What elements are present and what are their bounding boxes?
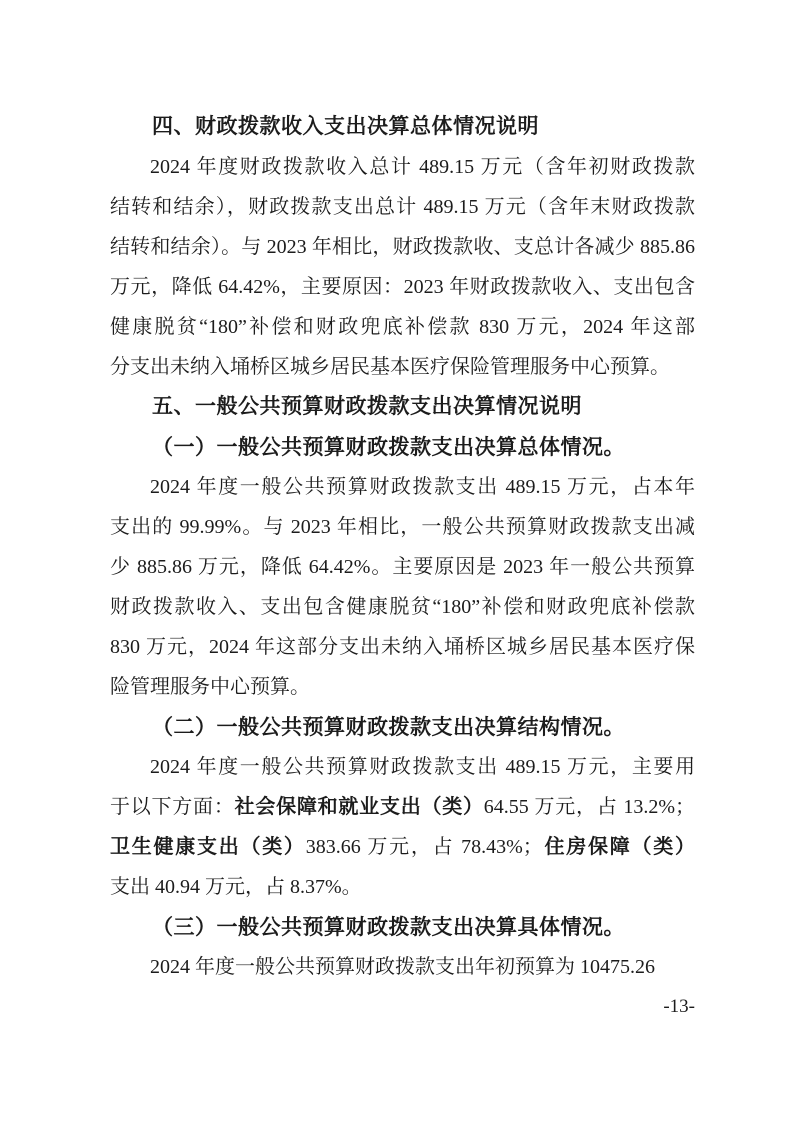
subsection-heading-2: （二）一般公共预算财政拨款支出决算结构情况。	[152, 715, 625, 739]
text-segment: 383.66 万元，占 78.43%；	[305, 836, 543, 858]
bold-term-housing: 住房保障（类）	[542, 836, 696, 858]
bold-term-social-security: 社会保障和就业支出（类）	[234, 796, 484, 818]
text-line: 结转和结余），财政拨款支出总计 489.15 万元（含年末财政拨款	[110, 196, 695, 218]
text-line: 财政拨款收入、支出包含健康脱贫“180”补偿和财政兜底补偿款	[110, 596, 695, 618]
text-line: 结转和结余）。与 2023 年相比，财政拨款收、支总计各减少 885.86	[110, 236, 695, 258]
page-number: -13-	[663, 996, 695, 1017]
text-line	[110, 827, 695, 867]
paragraph-fiscal-appropriation-overview	[110, 147, 695, 387]
text-line: 2024 年度财政拨款收入总计 489.15 万元（含年初财政拨款	[150, 156, 695, 178]
paragraph-specific-expenditure	[110, 947, 695, 987]
subsection-heading-1: （一）一般公共预算财政拨款支出决算总体情况。	[152, 435, 625, 459]
section-heading-4: 四、财政拨款收入支出决算总体情况说明	[152, 115, 539, 138]
section-heading-5: 五、一般公共预算财政拨款支出决算情况说明	[152, 395, 582, 418]
text-line: 万元，降低 64.42%，主要原因：2023 年财政拨款收入、支出包含	[110, 276, 695, 298]
paragraph-general-budget-overall	[110, 467, 695, 707]
text-line: 支出 40.94 万元，占 8.37%。	[110, 876, 362, 898]
paragraph-expenditure-structure	[110, 747, 695, 907]
text-line	[110, 787, 695, 827]
text-line: 健康脱贫“180”补偿和财政兜底补偿款 830 万元，2024 年这部	[110, 316, 695, 338]
text-line: 2024 年度一般公共预算财政拨款支出 489.15 万元，主要用	[150, 756, 695, 778]
text-line: 支出的 99.99%。与 2023 年相比，一般公共预算财政拨款支出减	[110, 516, 695, 538]
subsection-heading-3: （三）一般公共预算财政拨款支出决算具体情况。	[152, 915, 625, 939]
text-line: 830 万元，2024 年这部分支出未纳入埇桥区城乡居民基本医疗保	[110, 636, 695, 658]
text-line: 2024 年度一般公共预算财政拨款支出年初预算为 10475.26	[150, 956, 655, 978]
text-line: 2024 年度一般公共预算财政拨款支出 489.15 万元，占本年	[150, 476, 695, 498]
text-segment: 于以下方面：	[110, 796, 235, 818]
text-line: 险管理服务中心预算。	[110, 676, 310, 698]
text-line: 少 885.86 万元，降低 64.42%。主要原因是 2023 年一般公共预算	[110, 556, 695, 578]
text-segment: 64.55 万元，占 13.2%；	[483, 796, 696, 818]
text-line: 分支出未纳入埇桥区城乡居民基本医疗保险管理服务中心预算。	[110, 356, 670, 378]
bold-term-health: 卫生健康支出（类）	[110, 836, 306, 858]
